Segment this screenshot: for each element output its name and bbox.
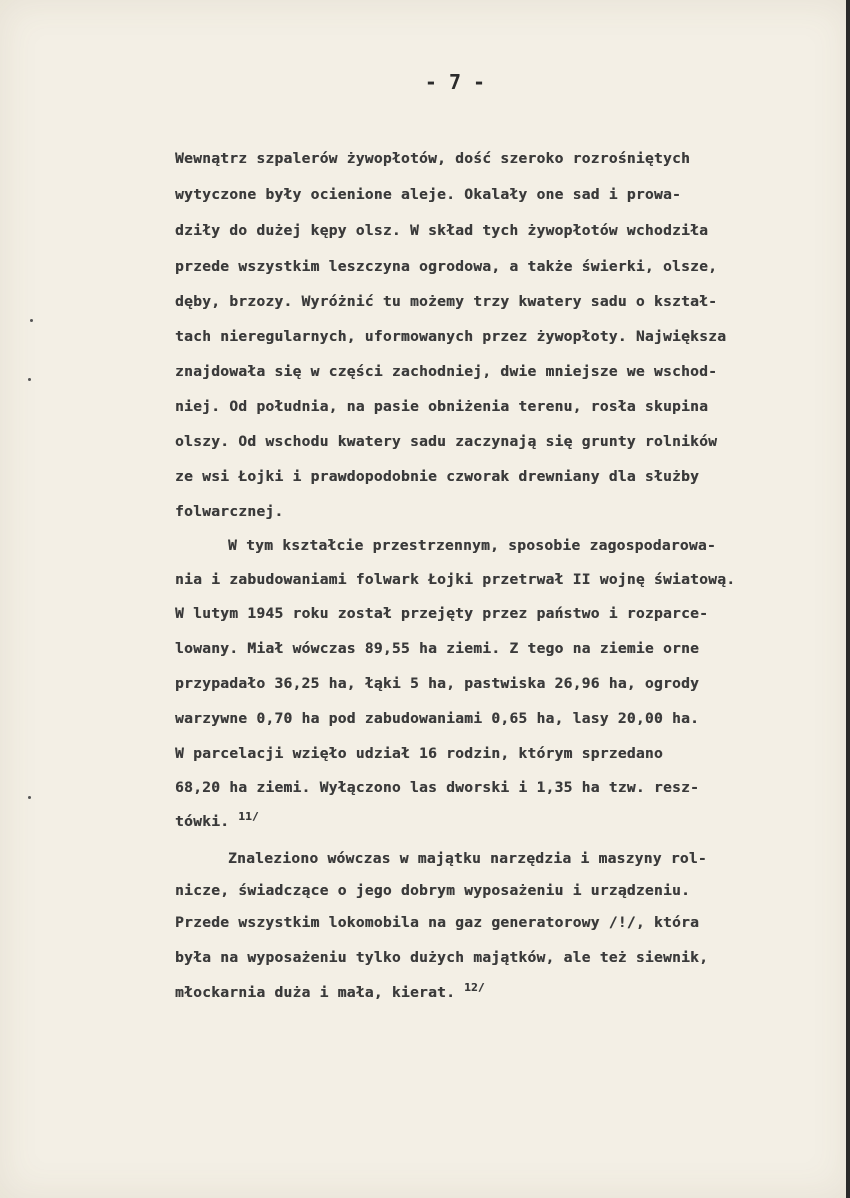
text-line: dziły do dużej kępy olsz. W skład tych żywopłotów wchodziła: [175, 222, 709, 239]
text-line: dęby, brzozy. Wyróżnić tu możemy trzy kwatery sadu o kształ-: [175, 293, 718, 310]
text-line: lowany. Miał wówczas 89,55 ha ziemi. Z tego na ziemie orne: [175, 640, 700, 657]
text-line: W tym kształcie przestrzennym, sposobie zagospodarowa-: [228, 537, 716, 554]
text-line: przede wszystkim leszczyna ogrodowa, a także świerki, olsze,: [175, 258, 718, 275]
text-line: W lutym 1945 roku został przejęty przez państwo i rozparce-: [175, 605, 709, 622]
footnote-ref: 11/: [238, 810, 259, 823]
text-line-content: tówki.: [175, 813, 230, 830]
text-line: tach nieregularnych, uformowanych przez żywopłoty. Największa: [175, 328, 727, 345]
text-line: olszy. Od wschodu kwatery sadu zaczynają się grunty rolników: [175, 433, 718, 450]
text-line: warzywne 0,70 ha pod zabudowaniami 0,65 ha, lasy 20,00 ha.: [175, 710, 700, 727]
text-line: nicze, świadczące o jego dobrym wyposażeniu i urządzeniu.: [175, 882, 691, 899]
text-line: folwarcznej.: [175, 503, 284, 520]
text-line: Przede wszystkim lokomobila na gaz generatorowy /!/, która: [175, 914, 700, 931]
text-line: Znaleziono wówczas w majątku narzędzia i maszyny rol-: [228, 850, 707, 867]
text-line: 68,20 ha ziemi. Wyłączono las dworski i 1,35 ha tzw. resz-: [175, 779, 700, 796]
text-line: nia i zabudowaniami folwark Łojki przetrwał II wojnę światową.: [175, 571, 736, 588]
text-line: była na wyposażeniu tylko dużych majątków, ale też siewnik,: [175, 949, 709, 966]
text-line: przypadało 36,25 ha, łąki 5 ha, pastwiska 26,96 ha, ogrody: [175, 675, 700, 692]
text-line: [175, 981, 485, 1001]
text-line: niej. Od południa, na pasie obniżenia terenu, rosła skupina: [175, 398, 709, 415]
text-line: Wewnątrz szpalerów żywopłotów, dość szeroko rozrośniętych: [175, 150, 691, 167]
text-line: [175, 810, 259, 830]
text-line: W parcelacji wzięło udział 16 rodzin, którym sprzedano: [175, 745, 663, 762]
text-line: znajdowała się w części zachodniej, dwie mniejsze we wschod-: [175, 363, 718, 380]
text-line: ze wsi Łojki i prawdopodobnie czworak drewniany dla służby: [175, 468, 700, 485]
footnote-ref: 12/: [464, 981, 485, 994]
text-line: wytyczone były ocienione aleje. Okalały one sad i prowa-: [175, 186, 682, 203]
page-number: - 7 -: [424, 70, 486, 94]
text-line-content: młockarnia duża i mała, kierat.: [175, 984, 456, 1001]
